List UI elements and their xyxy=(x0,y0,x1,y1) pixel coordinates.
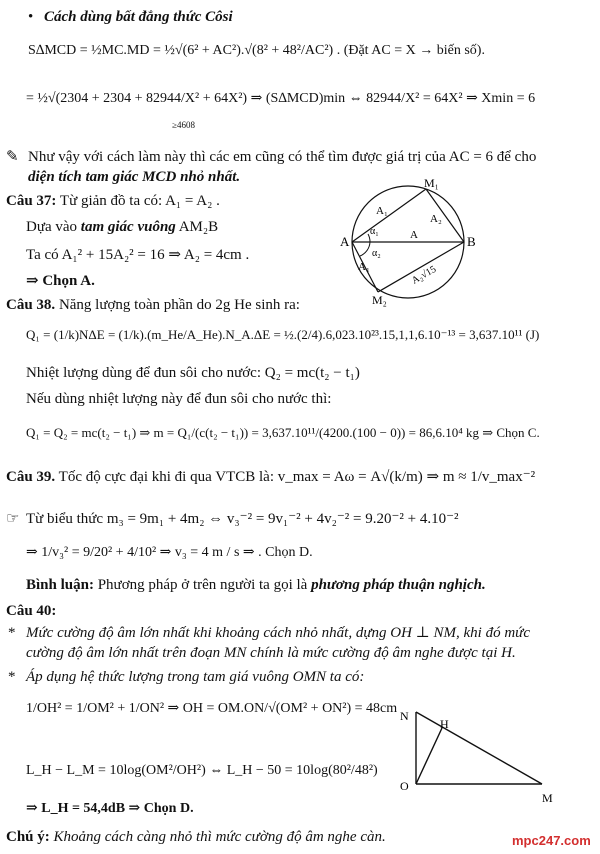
q40-star-1: * xyxy=(8,625,16,641)
cosi-equation-2-underbrace: ≥4608 xyxy=(172,120,195,130)
label-A: A xyxy=(340,234,350,249)
q38-label: Câu 38. xyxy=(6,297,56,313)
label-vec-A1-bottom: A₁ xyxy=(358,261,370,273)
q37-line-3: Ta có A₁² + 15A₂² = 16 ⇒ A₂ = 4cm . xyxy=(26,247,250,263)
q38-equation-1: Q₁ = (1/k)NΔE = (1/k).(m_He/A_He).N_A.ΔE = ½.(2/4).6,023.10²³.15,1,1,6.10⁻¹³ = 3,637.10¹¹ (J) xyxy=(26,327,540,342)
label-vec-A2: A₂ xyxy=(430,213,442,225)
q38-line-3: Nếu dùng nhiệt lượng này để đun sôi cho nước thì: xyxy=(26,391,332,407)
q40-answer: ⇒ L_H = 54,4dB ⇒ Chọn D. xyxy=(26,801,194,816)
q39-line-3: ⇒ 1/v₃² = 9/20² + 4/10² ⇒ v₃ = 4 m / s ⇒ . Chọn D. xyxy=(26,545,313,560)
q37-label: Câu 37: xyxy=(6,193,57,209)
q37-text-1: Từ giản đồ ta có: A₁ = A₂ . xyxy=(59,193,220,209)
bullet: • xyxy=(28,9,34,25)
label-vec-A1: A₁ xyxy=(376,205,388,217)
q38-line-1 xyxy=(6,296,300,314)
q40-statement-1b: cường độ âm lớn nhất trên đoạn MN chính là mức cường độ âm nghe được tại H. xyxy=(26,645,516,661)
footer-note xyxy=(6,828,386,846)
q39-line-1 xyxy=(6,468,535,486)
label-M1: M₁ xyxy=(424,178,439,190)
q37-line-2 xyxy=(26,218,218,236)
q40-label: Câu 40: xyxy=(6,603,57,619)
label-side: A₂√15 xyxy=(410,263,439,287)
q37-text-2b: tam giác vuông xyxy=(80,219,176,235)
q37-text-2c: AM₂B xyxy=(175,219,219,235)
q39-comment-text: Phương pháp ở trên người ta gọi là xyxy=(93,577,312,593)
q40-statement-2: Áp dụng hệ thức lượng trong tam giá vuông OMN ta có: xyxy=(26,669,365,685)
q37-answer: ⇒ Chọn A. xyxy=(26,273,95,289)
phasor-circle-diagram xyxy=(330,178,480,308)
q39-comment-label: Bình luận: xyxy=(26,577,94,593)
label-N: N xyxy=(400,709,409,723)
footer-note-text: Khoảng cách càng nhỏ thì mức cường độ âm nghe càn. xyxy=(53,829,386,845)
hand-pointer-icon: ☞ xyxy=(6,511,20,527)
q40-star-2: * xyxy=(8,669,16,685)
q39-line-2: Từ biểu thức m₃ = 9m₁ + 4m₂ ⇔ v₃⁻² = 9v₁⁻² + 4v₂⁻² = 9.20⁻² + 4.10⁻² xyxy=(26,511,459,527)
label-H: H xyxy=(440,717,449,731)
label-M: M xyxy=(542,791,553,805)
cosi-equation-2: = ½√(2304 + 2304 + 82944/X² + 64X²) ⇒ (S∆MCD)min ⇔ 82944/X² = 64X² ⇒ Xmin = 6 xyxy=(26,91,536,106)
q38-equation-2: Q₁ = Q₂ = mc(t₂ − t₁) ⇒ m = Q₁/(c(t₂ − t₁)) = 3,637.10¹¹/(4200.(100 − 0)) = 86,6.10⁴ kg ⇒ Chọn C. xyxy=(26,425,540,440)
q37-line-1 xyxy=(6,192,220,210)
label-O: O xyxy=(400,779,409,793)
q39-label: Câu 39. xyxy=(6,469,56,485)
cosi-equation-1: S∆MCD = ½MC.MD = ½√(6² + AC²).√(8² + 48²/AC²) . (Đặt AC = X → biến số). xyxy=(28,43,485,58)
label-M2: M₂ xyxy=(372,293,387,307)
note-text-1: Như vậy với cách làm này thì các em cũng có thể tìm được giá trị của AC = 6 để cho xyxy=(28,149,537,165)
altitude-OH xyxy=(416,728,442,784)
q40-equation-2: L_H − L_M = 10log(OM²/OH²) ⇔ L_H − 50 = 10log(80²/48²) xyxy=(26,763,378,778)
label-alpha2: α₂ xyxy=(372,248,381,259)
q39-text-1: Tốc độ cực đại khi đi qua VTCB là: v_max = Aω = A√(k/m) ⇒ m ≈ 1/v_max⁻² xyxy=(58,469,536,485)
q39-line-4 xyxy=(26,576,486,594)
q38-text-1: Năng lượng toàn phần do 2g He sinh ra: xyxy=(58,297,300,313)
angle-alpha2-arc xyxy=(360,242,370,256)
triangle-diagram xyxy=(392,706,562,810)
label-alpha1: α₁ xyxy=(370,226,379,237)
watermark: mpc247.com xyxy=(512,833,591,848)
label-vec-A: A xyxy=(410,229,418,241)
q40-statement-1a: Mức cường độ âm lớn nhất khi khoảng cách nhỏ nhất, dựng OH ⊥ NM, khi đó mức xyxy=(26,625,531,641)
footer-note-label: Chú ý: xyxy=(6,829,50,845)
pencil-icon: ✎ xyxy=(6,149,19,165)
q37-text-2a: Dựa vào xyxy=(26,219,81,235)
label-B: B xyxy=(467,234,476,249)
q39-comment-method: phương pháp thuận nghịch. xyxy=(311,577,486,593)
q40-equation-1: 1/OH² = 1/OM² + 1/ON² ⇒ OH = OM.ON/√(OM² + ON²) = 48cm xyxy=(26,701,398,716)
side-NM xyxy=(416,712,542,784)
section-title: Cách dùng bất đẳng thức Côsi xyxy=(44,9,233,25)
note-text-2: diện tích tam giác MCD nhỏ nhất. xyxy=(28,169,241,185)
vector-A2-bottom xyxy=(378,242,464,292)
q38-line-2: Nhiệt lượng dùng để đun sôi cho nước: Q₂ = mc(t₂ − t₁) xyxy=(26,365,360,381)
